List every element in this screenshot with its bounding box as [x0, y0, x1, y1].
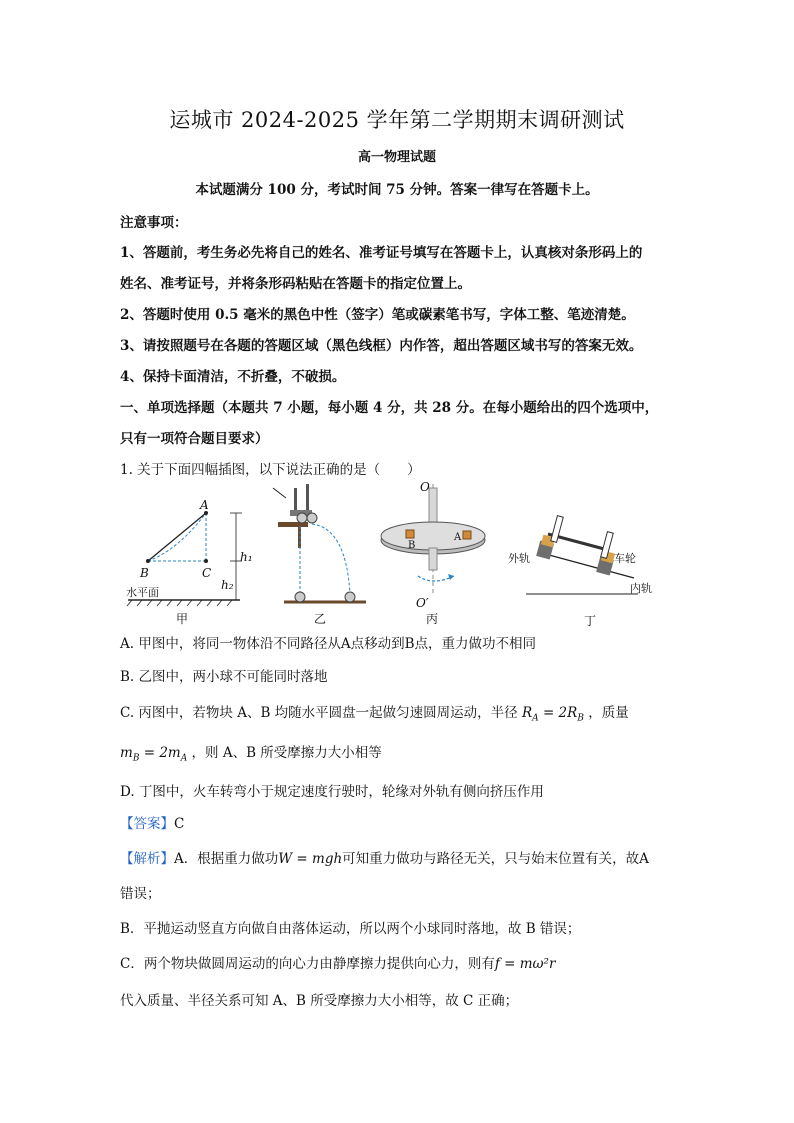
section-heading-line2: 只有一项符合题目要求） — [120, 431, 269, 447]
page-subtitle: 高一物理试题 — [357, 150, 436, 165]
analysis-line-c2: 代入质量、半径关系可知 A、B 所受摩擦力大小相等，故 C 正确； — [120, 993, 519, 1009]
answer-line — [120, 812, 184, 832]
label-A-jia: A — [200, 498, 209, 512]
option-c-text: C. 丙图中，若物块 A、B 均随水平圆盘一起做匀速圆周运动，半径 — [120, 705, 518, 721]
question-stem: 1. 关于下面四幅插图，以下说法正确的是（ ） — [120, 462, 421, 478]
option-c-line2-tail: ，则 A、B 所受摩擦力大小相等 — [191, 745, 382, 761]
label-outer-rail: 外轨 — [508, 552, 530, 565]
question-figures — [118, 478, 678, 628]
label-bing: 丙 — [426, 612, 439, 626]
label-C-jia: C — [202, 566, 212, 580]
option-a: A. 甲图中，将同一物体沿不同路径从A点移动到B点，重力做功不相同 — [120, 636, 537, 652]
option-d: D. 丁图中，火车转弯小于规定速度行驶时，轮缘对外轨有侧向挤压作用 — [120, 784, 544, 800]
label-wheel: 车轮 — [614, 552, 636, 565]
analysis-c-formula: f = mω²r — [494, 956, 556, 972]
label-h2: h₂ — [221, 578, 234, 592]
analysis-a-text: A．根据重力做功 — [174, 851, 279, 867]
note-item-1b: 姓名、准考证号，并将条形码粘贴在答题卡的指定位置上。 — [120, 276, 471, 292]
analysis-line-c — [120, 952, 555, 972]
label-ding: 丁 — [584, 614, 597, 628]
label-B-bing: B — [408, 540, 416, 551]
analysis-line-a2: 错误； — [120, 886, 161, 902]
page-title: 运城市 2024-2025 学年第二学期期末调研测试 — [169, 108, 625, 132]
label-B-jia: B — [140, 566, 149, 580]
analysis-line-a — [120, 847, 649, 867]
label-ground: 水平面 — [126, 586, 159, 599]
label-A-bing: A — [454, 532, 462, 543]
analysis-a-text2: 可知重力做功与路径无关，只与始末位置有关，故A — [342, 851, 649, 867]
note-item-1a: 1、答题前，考生务必先将自己的姓名、准考证号填写在答题卡上，认真核对条形码上的 — [120, 245, 643, 261]
section-heading-line1: 一、单项选择题（本题共 7 小题，每小题 4 分，共 28 分。在每小题给出的四个选项中， — [120, 400, 659, 416]
analysis-a-formula: W = mgh — [278, 851, 343, 867]
label-jia: 甲 — [176, 612, 189, 626]
note-item-4: 4、保持卡面清洁，不折叠，不破损。 — [120, 369, 346, 385]
answer-value: C — [174, 816, 185, 832]
label-h1: h₁ — [240, 550, 253, 564]
note-item-3: 3、请按照题号在各题的答题区域（黑色线框）内作答，超出答题区域书写的答案无效。 — [120, 338, 643, 354]
exam-info: 本试题满分 100 分，考试时间 75 分钟。答案一律写在答题卡上。 — [195, 182, 599, 198]
note-item-2: 2、答题时使用 0.5 毫米的黑色中性（签字）笔或碳素笔书写，字体工整、笔迹清楚。 — [120, 307, 635, 323]
label-yi: 乙 — [314, 612, 327, 626]
label-O: O — [420, 480, 430, 494]
option-c-formula-radius: $R_A = 2R_B$ — [521, 705, 584, 724]
option-b: B. 乙图中，两小球不可能同时落地 — [120, 669, 328, 685]
option-c-formula-mass: $m_B = 2m_A$ — [120, 745, 188, 764]
label-Oprime: O′ — [416, 596, 429, 610]
figure-bing — [381, 484, 485, 596]
label-inner-rail: 内轨 — [630, 582, 652, 595]
notes-heading: 注意事项： — [120, 215, 188, 231]
figure-yi — [273, 484, 366, 602]
option-c-tail: ，质量 — [588, 705, 629, 721]
answer-tag: 【答案】 — [120, 816, 174, 832]
analysis-line-b: B．平抛运动竖直方向做自由落体运动，所以两个小球同时落地，故 B 错误； — [120, 921, 581, 937]
option-c-line2 — [120, 741, 382, 764]
analysis-tag: 【解析】 — [120, 851, 174, 867]
analysis-c-text: C．两个物块做圆周运动的向心力由静摩擦力提供向心力，则有 — [120, 956, 495, 972]
option-c-line1 — [120, 701, 629, 724]
